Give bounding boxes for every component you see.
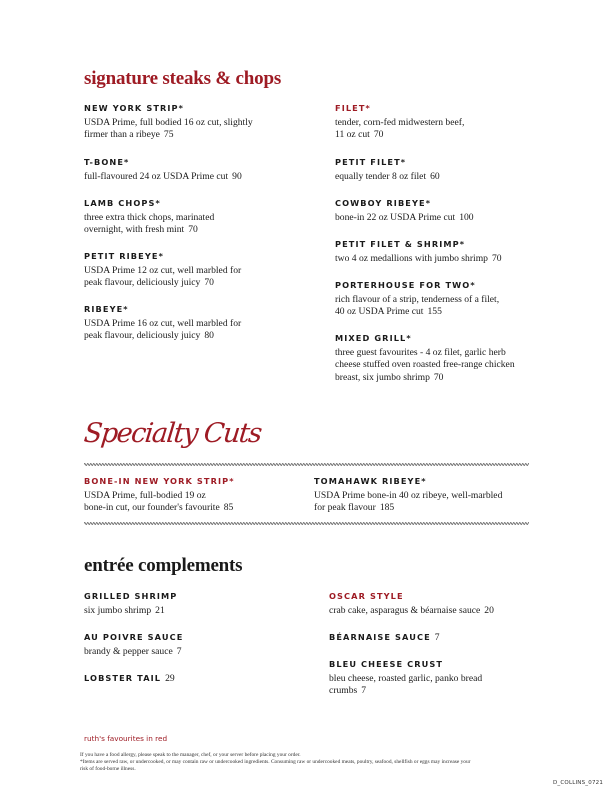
menu-item-price: 70 xyxy=(373,129,384,141)
raw-warning-line: *Items are served raw, or undercooked, or may contain raw or undercooked ingredients. Consuming raw or undercooked meats, poultry, seafood, shellfish or eggs may increase your xyxy=(80,759,471,765)
menu-item xyxy=(84,103,319,142)
menu-item-description: USDA Prime 16 oz cut, well marbled for peak flavour, deliciously juicy 80 xyxy=(84,318,242,342)
menu-item xyxy=(84,157,319,183)
menu-item-name: PETIT RIBEYE* xyxy=(84,251,164,261)
menu-item-description: rich flavour of a strip, tenderness of a filet, 40 oz USDA Prime cut 155 xyxy=(335,294,500,318)
document-code: D_COLLINS_0721 xyxy=(553,780,604,786)
menu-item xyxy=(84,591,319,617)
menu-item-name: T-BONE* xyxy=(84,157,130,167)
allergy-line: If you have a food allergy, please speak to the manager, chef, or your server before placing your order. xyxy=(80,752,301,758)
signature-section-title: signature steaks & chops xyxy=(84,68,282,89)
wavy-divider-bottom xyxy=(84,521,529,526)
menu-item-price: 29 xyxy=(165,673,175,684)
menu-item-price: 80 xyxy=(204,330,214,342)
menu-item-description: USDA Prime, full bodied 16 oz cut, slightly firmer than a ribeye 75 xyxy=(84,117,253,141)
menu-item-name: NEW YORK STRIP* xyxy=(84,103,185,113)
menu-item-description: two 4 oz medallions with jumbo shrimp 70 xyxy=(335,253,502,264)
menu-item-name: MIXED GRILL* xyxy=(335,333,412,343)
menu-item xyxy=(335,280,555,319)
menu-item-price: 20 xyxy=(484,605,494,616)
menu-item-price: 70 xyxy=(491,253,502,264)
menu-item-price: 90 xyxy=(232,171,242,182)
menu-item xyxy=(84,251,319,290)
menu-item-description: three guest favourites - 4 oz filet, garlic herb cheese stuffed oven roasted free-range chicken breast, six jumbo shrimp 70 xyxy=(335,347,515,383)
menu-item-name: LAMB CHOPS* xyxy=(84,198,161,208)
menu-item-name: BÉARNAISE SAUCE 7 xyxy=(329,632,440,643)
menu-item xyxy=(329,659,549,698)
menu-item-price: 85 xyxy=(223,502,234,514)
menu-item-name: LOBSTER TAIL 29 xyxy=(84,673,175,684)
favourites-note: ruth's favourites in red xyxy=(84,734,168,743)
menu-item-name: PETIT FILET* xyxy=(335,157,407,167)
menu-item-price: 100 xyxy=(459,212,474,223)
menu-item xyxy=(84,476,314,515)
menu-item-name: TOMAHAWK RIBEYE* xyxy=(314,476,427,486)
wavy-divider-top xyxy=(84,462,529,467)
menu-item-price: 155 xyxy=(427,306,442,318)
menu-item-description: three extra thick chops, marinated overnight, with fresh mint 70 xyxy=(84,212,215,236)
menu-item-description: crab cake, asparagus & béarnaise sauce 20 xyxy=(329,605,494,616)
menu-item xyxy=(84,632,319,658)
menu-item xyxy=(84,198,319,237)
menu-item xyxy=(329,591,549,617)
menu-item-description: six jumbo shrimp 21 xyxy=(84,605,165,616)
menu-item xyxy=(335,333,555,384)
menu-item-name: OSCAR STYLE xyxy=(329,591,404,601)
menu-item xyxy=(84,673,319,688)
menu-item-price: 7 xyxy=(176,646,182,657)
menu-item-price: 70 xyxy=(433,371,444,383)
menu-item-name: COWBOY RIBEYE* xyxy=(335,198,432,208)
menu-item-price: 75 xyxy=(163,129,174,141)
menu-item-name: AU POIVRE SAUCE xyxy=(84,632,184,642)
menu-item-description: USDA Prime 12 oz cut, well marbled for peak flavour, deliciously juicy 70 xyxy=(84,265,242,289)
menu-item xyxy=(335,198,555,224)
menu-item-name: BLEU CHEESE CRUST xyxy=(329,659,444,669)
menu-item-description: bleu cheese, roasted garlic, panko bread crumbs 7 xyxy=(329,673,483,697)
menu-item xyxy=(335,103,555,142)
menu-item xyxy=(329,632,549,647)
menu-item-price: 7 xyxy=(434,632,440,643)
menu-item-name: RIBEYE* xyxy=(84,304,129,314)
menu-item-name: PORTERHOUSE FOR TWO* xyxy=(335,280,476,290)
menu-item-description: brandy & pepper sauce 7 xyxy=(84,646,182,657)
menu-item-name: GRILLED SHRIMP xyxy=(84,591,178,601)
menu-item-price: 7 xyxy=(361,685,367,697)
raw-warning-line-2: risk of food-borne illness. xyxy=(80,766,136,772)
allergy-disclaimer xyxy=(80,752,540,773)
menu-item-description: full-flavoured 24 oz USDA Prime cut 90 xyxy=(84,171,242,182)
menu-item-name: PETIT FILET & SHRIMP* xyxy=(335,239,466,249)
menu-item xyxy=(84,304,319,343)
menu-item-name: BONE-IN NEW YORK STRIP* xyxy=(84,476,235,486)
specialty-section-title: Specialty Cuts xyxy=(82,418,263,449)
menu-item-description: USDA Prime, full-bodied 19 oz bone-in cut, our founder's favourite 85 xyxy=(84,490,234,514)
menu-item-name: FILET* xyxy=(335,103,371,113)
menu-item-description: USDA Prime bone-in 40 oz ribeye, well-marbled for peak flavour 185 xyxy=(314,490,503,514)
menu-item xyxy=(314,476,544,515)
menu-item-price: 60 xyxy=(430,171,440,182)
menu-item-price: 21 xyxy=(155,605,165,616)
menu-item-price: 185 xyxy=(379,502,395,514)
menu-item-description: tender, corn-fed midwestern beef, 11 oz cut 70 xyxy=(335,117,465,141)
menu-item-price: 70 xyxy=(188,224,198,236)
menu-item xyxy=(335,157,555,183)
menu-item-description: equally tender 8 oz filet 60 xyxy=(335,171,440,182)
menu-item-description: bone-in 22 oz USDA Prime cut 100 xyxy=(335,212,474,223)
menu-item-price: 70 xyxy=(204,277,214,289)
menu-item xyxy=(335,239,555,265)
complements-section-title: entrée complements xyxy=(84,555,243,576)
